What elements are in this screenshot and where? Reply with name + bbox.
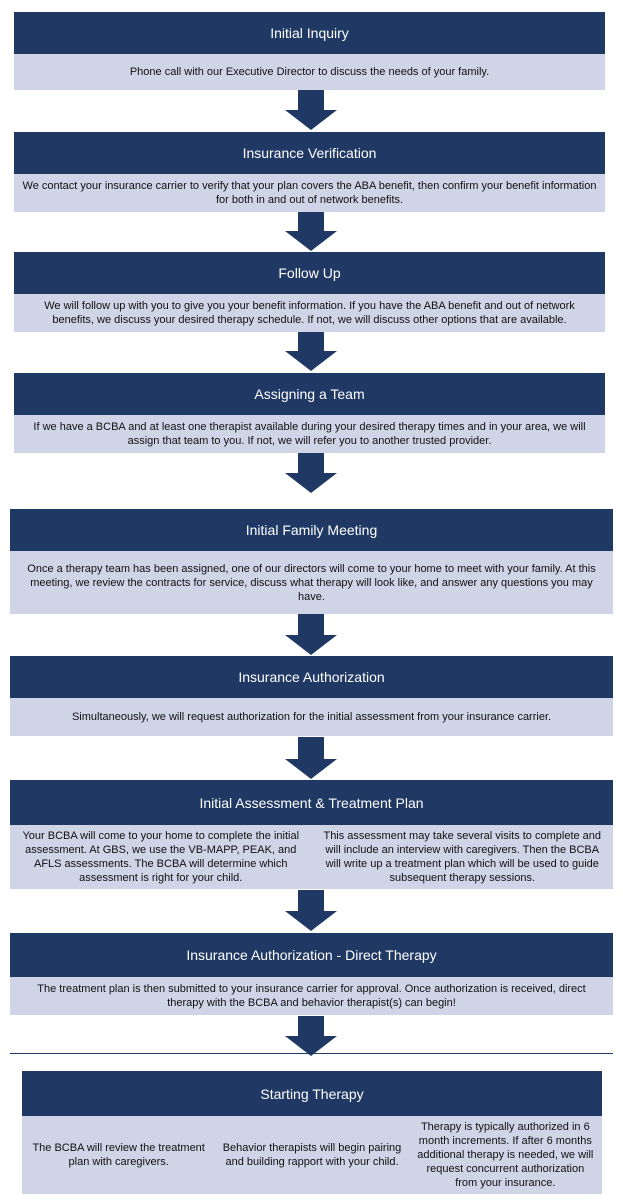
step-title: Initial Assessment & Treatment Plan	[10, 780, 613, 825]
step-title: Assigning a Team	[14, 373, 605, 415]
divider	[10, 1053, 613, 1054]
step-description: We contact your insurance carrier to verify that your plan covers the ABA benefit, then confirm your benefit information for both in and out of network benefits.	[14, 174, 605, 212]
step-title: Insurance Authorization - Direct Therapy	[10, 933, 613, 977]
step-description-left: Your BCBA will come to your home to complete the initial assessment. At GBS, we use the VB-MAPP, PEAK, and AFLS assessments. The BCBA will determine which assessment is right for your child.	[22, 830, 300, 884]
step-starting-therapy	[22, 1071, 602, 1194]
step-description-right: This assessment may take several visits to complete and will include an interview with caregivers. Then the BCBA will write up a treatment plan which will be used to guide subsequent therapy sessions.	[323, 830, 602, 884]
step-description: If we have a BCBA and at least one therapist available during your desired therapy times and in your area, we will assign that team to you. If not, we will refer you to another trusted provider.	[14, 415, 605, 453]
step-description-col-2: Behavior therapists will begin pairing and building rapport with your child.	[222, 1142, 402, 1168]
step-description-columns	[10, 825, 613, 889]
step-title: Insurance Verification	[14, 132, 605, 174]
step-description-columns	[22, 1116, 602, 1194]
step-description-col-3: Therapy is typically authorized in 6 month increments. If after 6 months additional therapy is needed, we will request concurrent authorization from your insurance.	[417, 1121, 594, 1189]
step-title: Initial Inquiry	[14, 12, 605, 54]
step-follow-up	[14, 252, 605, 332]
step-title: Starting Therapy	[22, 1071, 602, 1116]
step-assigning-a-team	[14, 373, 605, 453]
step-title: Follow Up	[14, 252, 605, 294]
step-description-col-1: The BCBA will review the treatment plan with caregivers.	[32, 1142, 205, 1168]
step-description: The treatment plan is then submitted to your insurance carrier for approval. Once authorization is received, direct therapy with the BCBA and behavior therapist(s) can begin!	[10, 977, 613, 1015]
step-description: Once a therapy team has been assigned, one of our directors will come to your home to meet with your family. At this meeting, we review the contracts for service, discuss what therapy will look like, and answer any questions you may have.	[10, 551, 613, 614]
step-title: Initial Family Meeting	[10, 509, 613, 551]
step-description: Phone call with our Executive Director to discuss the needs of your family.	[14, 54, 605, 90]
step-initial-assessment	[10, 780, 613, 889]
step-initial-family-meeting	[10, 509, 613, 614]
step-initial-inquiry	[14, 12, 605, 90]
step-insurance-authorization-direct-therapy	[10, 933, 613, 1015]
step-description: Simultaneously, we will request authorization for the initial assessment from your insurance carrier.	[10, 698, 613, 736]
step-insurance-verification	[14, 132, 605, 212]
step-insurance-authorization	[10, 656, 613, 736]
step-title: Insurance Authorization	[10, 656, 613, 698]
step-description: We will follow up with you to give you your benefit information. If you have the ABA benefit and out of network benefits, we discuss your desired therapy schedule. If not, we will discuss other options that are available.	[14, 294, 605, 332]
